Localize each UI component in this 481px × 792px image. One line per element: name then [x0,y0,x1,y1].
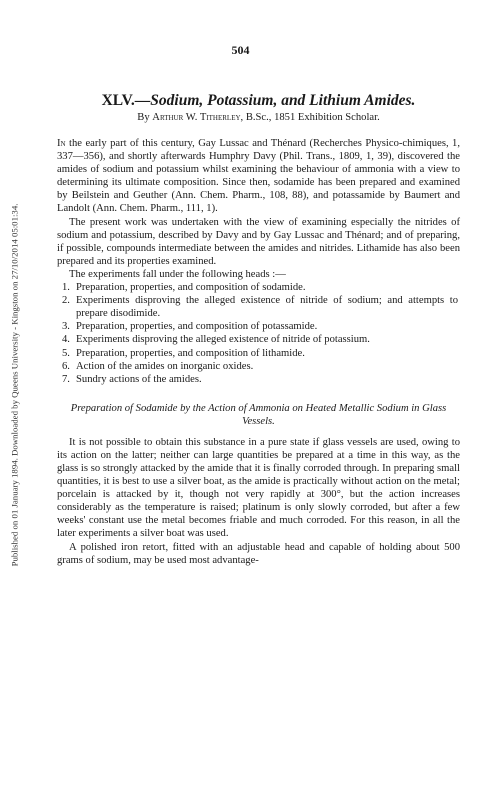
article-title [57,92,460,110]
title-text: Sodium, Potassium, and Lithium Amides. [150,92,416,109]
list-item [57,347,460,360]
list-item-number: 3. [62,321,70,333]
title-number: XLV.— [101,92,151,109]
intro-first-word: In [57,138,66,149]
intro-text: the early part of this century, Gay Lussac and Thénard (Recherches Physico-chimiques, 1, 337—356), and shortly afterwards Humphry Davy (Phil. Trans., 1809, 1, 39), discovered the amides of sodium and potassium whilst examining the behaviour of ammonia with a view to determining its ultimate composition. Since then, sodamide has been prepared and examined by Beilstein and Geuther (Ann. Chem. Pharm., 108, 88), and potassamide by Baumert and Landolt (Ann. Chem. Pharm., 111, 1). [57,138,460,215]
intro-paragraph [57,137,460,216]
list-item [57,360,460,373]
paragraph-glass-vessels: It is not possible to obtain this substance in a pure state if glass vessels are used, owing to its action on the latter; neither can large quantities be prepared at a time in this way, as the glass is so strongly attacked by the amide that it is finally corroded through. In preparing small quantities, it is best to use a silver boat, as the amide is practically without action on the metal; porcelain is attacked by it, though not very rapidly at 300°, but the action increases considerably as the temperature is raised; platinum is only slowly corroded, but after a few weeks' constant use the metal becomes friable and much corroded. For this reason, in all the later experiments a silver boat was used. [57,436,460,540]
page-number: 504 [231,43,250,57]
list-item-text: Experiments disproving the alleged existence of nitride of potassium. [76,334,370,346]
download-notice-sidebar [2,40,26,730]
list-item-text: Preparation, properties, and composition of lithamide. [76,347,305,359]
list-item-number: 5. [62,347,70,359]
paragraph-heads-intro: The experiments fall under the following heads :— [69,268,286,280]
experiment-heads-list [57,281,460,386]
list-item [57,333,460,346]
list-item [57,281,460,294]
section-heading: Preparation of Sodamide by the Action of Ammonia on Heated Metallic Sodium in Glass Vessels. [70,402,447,427]
list-item-number: 1. [62,282,70,294]
list-item-text: Experiments disproving the alleged existence of nitride of sodium; and attempts to prepare disodimide. [76,295,458,320]
list-item-text: Preparation, properties, and composition of potassamide. [76,321,318,333]
list-item-text: Sundry actions of the amides. [76,373,202,385]
list-item [57,320,460,333]
byline [57,111,460,124]
list-item-number: 6. [62,360,70,372]
list-item [57,373,460,386]
article-body [57,92,460,567]
list-item-text: Action of the amides on inorganic oxides. [76,360,254,372]
list-item-number: 7. [62,373,70,385]
paragraph-iron-retort: A polished iron retort, fitted with an adjustable head and capable of holding about 500 grams of sodium, may be used most advantage- [57,541,460,566]
byline-prefix: By [137,112,153,123]
byline-suffix: , B.Sc., 1851 Exhibition Scholar. [240,112,380,123]
list-item-number: 4. [62,334,70,346]
list-item [57,294,460,320]
list-item-number: 2. [62,295,70,307]
author-name: Arthur W. Titherley [152,112,241,123]
download-notice-text: Published on 01 January 1894. Downloaded by Queens University - Kingston on 27/10/2014 05:01:34. [9,203,19,567]
list-item-text: Preparation, properties, and composition of sodamide. [76,282,306,294]
paragraph-purpose: The present work was undertaken with the view of examining especially the nitrides of sodium and potassium, described by Davy and by Gay Lussac and Thénard; and of preparing, if possible, compounds intermediate between the amides and nitrides. Lithamide has also been prepared and its properties examined. [57,216,460,267]
